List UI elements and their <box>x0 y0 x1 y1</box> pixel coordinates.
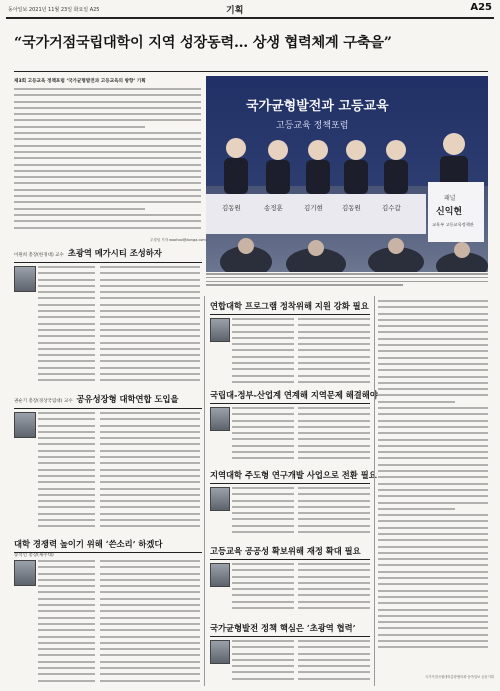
section-title-4 <box>210 300 369 312</box>
nameplate-3: 김기현 <box>304 204 323 212</box>
photo-banner-subtext: 고등교육 정책포럼 <box>276 121 349 131</box>
section-body-8a <box>232 640 294 686</box>
forum-photo <box>206 76 488 272</box>
section-body-6b <box>298 487 370 539</box>
section-body-8b <box>298 640 370 686</box>
section-body-1b <box>100 266 200 386</box>
author-photo-5 <box>210 407 230 431</box>
section-rule-1 <box>14 262 202 263</box>
author-photo-7 <box>210 563 230 587</box>
section-rule-2 <box>14 408 202 409</box>
lead-paragraph <box>14 88 201 238</box>
section-title-text-6: 지역대학 주도형 연구개발 사업으로 전환 필요 <box>210 470 377 480</box>
author-photo-2 <box>14 412 36 438</box>
header-rule <box>6 17 494 19</box>
section-title-text-7: 고등교육 공공성 확보위해 재정 확대 필요 <box>210 546 361 556</box>
section-body-7b <box>298 563 370 615</box>
section-rule-5 <box>210 403 370 404</box>
section-title-2 <box>14 393 179 405</box>
author-photo-3 <box>14 560 36 586</box>
column-divider <box>204 296 205 686</box>
main-headline: “국가거점국립대학이 지역 성장동력… 상생 협력체계 구축을” <box>14 35 392 51</box>
section-rule-6 <box>210 483 370 484</box>
section-title-text-8: 국가균형발전 정책 핵심은 ‘초광역 협력’ <box>210 623 356 633</box>
page-number: A25 <box>470 2 492 13</box>
forum-photo-illustration <box>206 76 488 272</box>
nameplate-2: 송정훈 <box>264 204 283 212</box>
section-author-1: 이원희 총장(한경대) 교수 <box>14 253 64 258</box>
section-body-7a <box>232 563 294 615</box>
column-divider-right <box>374 296 375 686</box>
section-rule-7 <box>210 559 370 560</box>
section-title-text-4: 연합대학 프로그램 정착위해 지원 강화 필요 <box>210 301 369 311</box>
section-body-2a <box>38 412 95 530</box>
section-body-2b <box>100 412 200 530</box>
section-body-4b <box>298 318 370 384</box>
subheadline: 제3회 고등교육 정책포럼 ‘국가균형발전과 고등교육의 방향’ 기획 <box>14 79 146 84</box>
section-title-text-5: 국립대-정부-산업계 연계해 지역문제 해결해야 <box>210 390 378 400</box>
section-body-3b <box>100 560 200 686</box>
section-title-7 <box>210 545 361 557</box>
photo-caption <box>206 273 488 291</box>
section-body-5a <box>232 407 294 463</box>
section-body-4a <box>232 318 294 384</box>
section-author-3: 송석언 총장(제주대) <box>14 553 54 558</box>
photo-credit: 우경임 기자 woohoo@donga.com <box>150 238 206 242</box>
author-photo-8 <box>210 640 230 664</box>
section-body-3a <box>38 560 95 686</box>
section-body-1a <box>38 266 95 386</box>
section-title-text-2: 공유성장형 대학연합 도입을 <box>76 394 179 404</box>
section-title-5 <box>210 389 378 401</box>
section-author-2: 권순기 총장(경상국립대) 교수 <box>14 399 73 404</box>
nameplate-5: 김수갑 <box>382 204 401 212</box>
section-title-3 <box>14 538 162 550</box>
author-photo-1 <box>14 266 36 292</box>
nameplate-1: 김동원 <box>222 204 241 212</box>
podium-name: 신익현 <box>436 207 463 217</box>
author-photo-4 <box>210 318 230 342</box>
section-rule-8 <box>210 636 370 637</box>
section-title-6 <box>210 469 377 481</box>
right-column-text <box>378 300 488 672</box>
section-body-5b <box>298 407 370 463</box>
podium-role: 교육부 고등교육정책관 <box>432 222 474 227</box>
section-label: 기획 <box>226 6 244 16</box>
series-footnote: 국가거점국립대학총장협의회·동아일보 공동기획 <box>425 675 494 679</box>
photo-banner-text: 국가균형발전과 고등교육 <box>246 99 389 114</box>
podium-word: 패널 <box>444 195 456 202</box>
section-title-text-3: 대학 경쟁력 높이기 위해 ‘쓴소리’ 하겠다 <box>14 539 163 549</box>
section-rule-4 <box>210 314 370 315</box>
section-title-8 <box>210 622 356 634</box>
section-body-6a <box>232 487 294 539</box>
section-title-1 <box>14 247 162 259</box>
author-photo-6 <box>210 487 230 511</box>
newspaper-masthead: 동아일보 2021년 11월 23일 화요일 A25 <box>8 7 100 13</box>
section-rule-3 <box>14 552 202 553</box>
nameplate-4: 김동원 <box>342 204 361 212</box>
section-title-text-1: 초광역 메가시티 조성하자 <box>67 248 162 258</box>
headline-rule <box>14 71 488 72</box>
